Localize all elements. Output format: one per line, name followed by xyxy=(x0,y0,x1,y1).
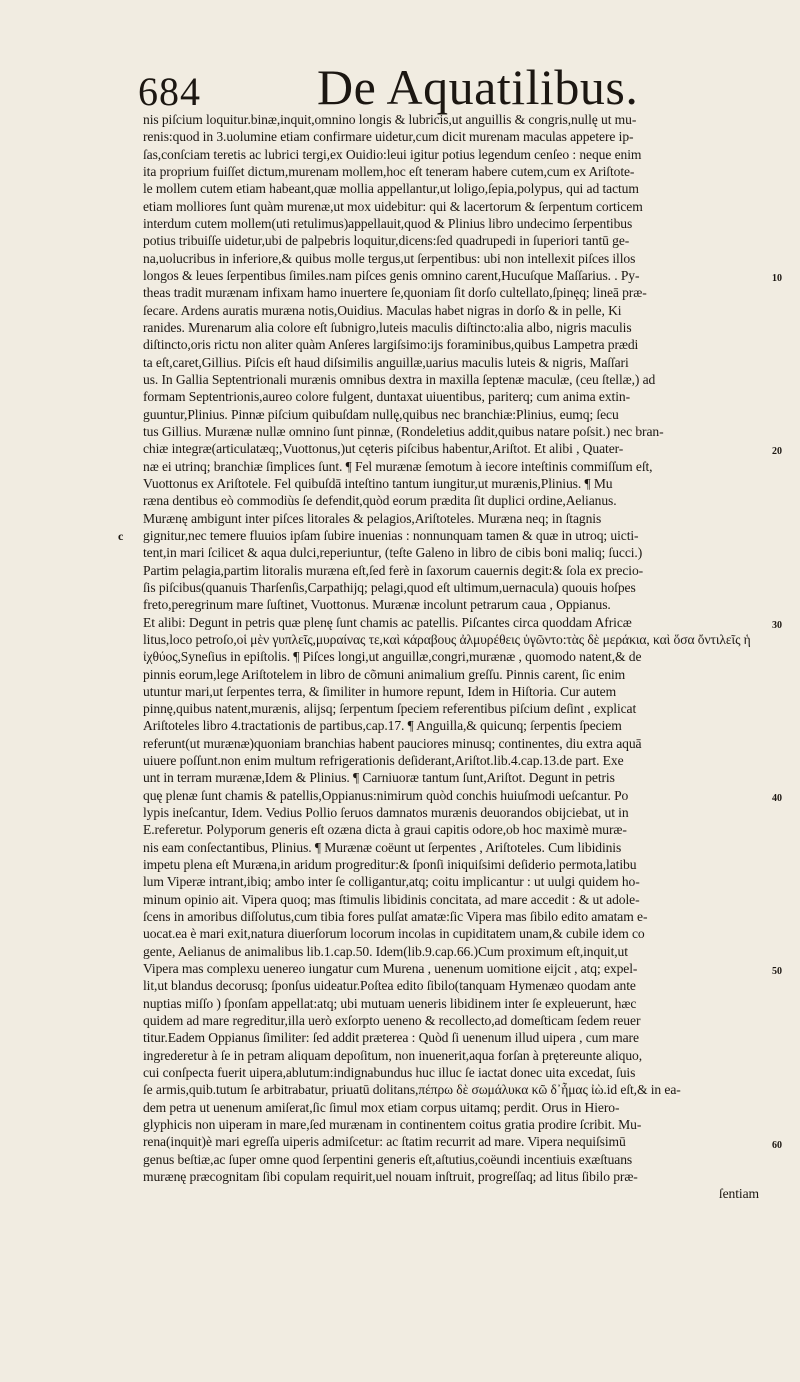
text-line: titur.Eadem Oppianus ſimiliter: ſed addit præterea : Quòd ſi uenenum illud uipera , cum mare xyxy=(143,1030,639,1046)
text-line: etiam molliores ſunt quàm murenæ,ut mox uidebitur: qui & lacertorum & ſerpentum corticem xyxy=(143,198,643,214)
text-line: dem petra ut uenenum amiſerat,ſic ſimul mox etiam corpus uitamq; perdit. Orus in Hiero- xyxy=(143,1099,620,1115)
text-line: quę plenæ ſunt chamis & patellis,Oppianus:nimirum quòd conchis huiuſmodi ueſcantur. Po xyxy=(143,787,629,803)
text-line: Vuottonus ex Ariſtotele. Fel quibuſdā inteſtino tantum iungitur,ut murænis,Plinius. ¶ Mu xyxy=(143,475,613,491)
line-number-50: 50 xyxy=(772,966,782,977)
text-line: nuptias miſſo ) ſponſam appellat:atq; ubi mutuam ueneris libidinem inter ſe expleuerunt, hæc xyxy=(143,995,637,1011)
text-line: referunt(ut murænæ)quoniam branchias habent pauciores minusq; continentes, diu extra aquā xyxy=(143,735,642,751)
section-letter-c: c xyxy=(118,529,124,543)
text-line: litus,loco petroſo,οἱ μὲν γυπλεῖς,μυραίνας τε,καὶ κάραβους ἀλμυρέθεις ὑγῶντο:τὰς δὲ μεράκια, καὶ ὅσα ὄντιλεῖς ἡ xyxy=(143,631,751,647)
text-line: ræna dentibus eò commodiùs ſe defendit,quòd eorum prædita ſit duplici ordine,Aelianus. xyxy=(143,493,617,509)
text-line: Partim pelagia,partim litoralis muræna eſt,ſed ferè in ſaxorum cauernis degit:& ſola ex precio- xyxy=(143,562,644,578)
text-line: ſe armis,quib.tutum ſe arbitrabatur, priuatū dolitans,πέπρω δὲ σωμάλυκα κῶ δ᾽ἧμας ἰὼ.id eſt,& in ea- xyxy=(143,1082,681,1098)
text-line: unt in terram murænæ,Idem & Plinius. ¶ Carniuoræ tantum ſunt,Ariſtot. Degunt in petris xyxy=(143,770,615,786)
text-line: pinnis eorum,lege Ariſtotelem in libro de cõmuni animalium greſſu. Pinnis carent, ſic enim xyxy=(143,666,626,682)
text-line: ἰχθύος,Syneſius in epiſtolis. ¶ Piſces longi,ut anguillæ,congri,murænæ , quomodo natent,& de xyxy=(143,649,642,665)
text-line: pinnę,quibus natent,murænis, alijsq; ſerpentum ſpeciem referentibus piſcium deſint , explicat xyxy=(143,701,637,717)
text-line: le mollem cutem etiam habeant,quæ mollia appellantur,ut loligo,ſepia,polypus, qui ad tactum xyxy=(143,181,639,197)
text-line: ingrederetur à ſe in petram aliquam depoſitum, non inuenerit,aqua forſan à prętereunte aliquo, xyxy=(143,1047,643,1063)
text-line: tent,in mari ſcilicet & aqua dulci,reperiuntur, (teſte Galeno in libro de cibis boni maliq; ſucci.) xyxy=(143,545,643,561)
text-line: lum Viperæ intrant,ibiq; ambo inter ſe colligantur,atq; coitu implicantur : ut uulgi quidem ho- xyxy=(143,874,640,890)
text-line: ſcens in amoribus diſſolutus,cum tibia fores pulſat amatæ:ſic Vipera mas ſibilo edito amatam e- xyxy=(143,909,648,925)
text-line: minum opinio ait. Vipera quoq; mas ſtimulis libidinis concitata, ad mare accedit : & ut adole- xyxy=(143,891,640,907)
text-line: Ariſtoteles libro 4.tractationis de partibus,cap.17. ¶ Anguilla,& quicunq; ſerpentis ſpeciem xyxy=(143,718,622,734)
text-line: Et alibi: Degunt in petris quæ plenę ſunt chamis ac patellis. Piſcantes circa quoddam Africæ xyxy=(143,614,632,630)
text-line: ita proprium fuiſſet dictum,murenam mollem,hoc eſt teneram habere cutem,cum ex Ariſtote- xyxy=(143,163,635,179)
body-text xyxy=(143,111,763,1203)
text-line: us. In Gallia Septentrionali murænis omnibus dextra in maxilla ſeptenæ maculæ, (ceu ſtellæ,) ad xyxy=(143,371,656,387)
text-line: ſis piſcibus(quanuis Tharſenſis,Carpathijq; pelagi,quod eſt ultimum,uernacula) quouis hoſpes xyxy=(143,579,636,595)
text-line: E.referetur. Polyporum generis eſt ozæna dicta à graui capitis odore,ob hoc maximè muræ- xyxy=(143,822,627,838)
text-line: lit,ut blandus decorusq; ſponſus uideatur.Poſtea edito ſibilo(tanquam Hymenæo quodam ante xyxy=(143,978,636,994)
text-line: uiuere poſſunt.non enim multum refrigerationis deſiderant,Ariſtot.lib.4.cap.13.de part. Exe xyxy=(143,753,624,769)
text-line: cui conſpecta fuerit uipera,ablutum:indignabundus huc illuc ſe iactat donec uita excedat, ſuis xyxy=(143,1065,636,1081)
text-line: utuntur mari,ut ſerpentes terra, & ſimiliter in humore repunt, Idem in Hiſtoria. Cur autem xyxy=(143,683,617,699)
text-line: freto,peregrinum mare ſuſtinet, Vuottonus. Murænæ incolunt petrarum caua , Oppianus. xyxy=(143,597,611,613)
running-title: De Aquatilibus. xyxy=(317,59,639,115)
text-line: ſecare. Ardens auratis muræna notis,Ouidius. Maculas habet nigras in dorſo & in pelle, Ki xyxy=(143,302,622,318)
line-number-40: 40 xyxy=(772,793,782,804)
text-line: impetu plena eſt Muræna,in aridum progreditur:& ſponſi iniquiſsimi deſiderio permota,latibu xyxy=(143,857,637,873)
text-line: nis eam conſectantibus, Plinius. ¶ Murænæ coëunt ut ſerpentes , Ariſtoteles. Cum libidinis xyxy=(143,839,622,855)
line-number-30: 30 xyxy=(772,620,782,631)
text-line: Vipera mas complexu uenereo iungatur cum Murena , uenenum uomitione eijcit , atq; expel- xyxy=(143,961,638,977)
text-line: uocat.ea è mari exit,natura diuerſorum locorum incolas in cupiditatem unam,& cubile idem co xyxy=(143,926,645,942)
line-number-10: 10 xyxy=(772,273,782,284)
text-line: chiæ integræ(articulatæq;,Vuottonus,)ut cęteris piſcibus habentur,Ariſtot. Et alibi , Quater- xyxy=(143,441,624,457)
text-line: diſtincto,oris rictu non aliter quàm Anſeres largiſsimo:ijs foraminibus,quibus Lampetra prædi xyxy=(143,337,639,353)
text-line: ſentiam xyxy=(718,1186,759,1202)
text-line: formam Septentrionis,aureo colore fulgent, duntaxat uiuentibus, pariterq; cum anima extin- xyxy=(143,389,631,405)
text-line: ſas,conſciam teretis ac lubrici tergi,ex Ouidio:leui igitur potius legendum cenſeo : neque enim xyxy=(143,146,642,162)
text-line: murænę præcognitam ſibi copulam requirit,uel nouam inſtruit, progreſſaq; ad litus ſibilo præ- xyxy=(143,1169,638,1185)
text-line: ranides. Murenarum alia colore eſt ſubnigro,luteis maculis diſtincto:alia albo, nigris maculis xyxy=(143,319,632,335)
page-number: 684 xyxy=(138,69,201,114)
text-line: ta eſt,caret,Gillius. Piſcis eſt haud diſsimilis anguillæ,uarius maculis luteis & nigris, Maſſari xyxy=(143,354,629,370)
text-line: potius tribuiſſe uidetur,ubi de palpebris loquitur,dicens:ſed quadrupedi in ſuperiori tantū ge- xyxy=(143,233,630,249)
text-line: genus beſtiæ,ac ſuper omne quod ſerpentini generis eſt,aſtutius,coëundi incentiuis exæſtuans xyxy=(143,1151,633,1167)
text-line: longos & leues ſerpentibus ſimiles.nam piſces genis omnino carent,Hucuſque Maſſarius. . Py- xyxy=(143,267,640,283)
line-number-60: 60 xyxy=(772,1140,782,1151)
text-line: gente, Aelianus de animalibus lib.1.cap.50. Idem(lib.9.cap.66.)Cum proximum eſt,inquit,ut xyxy=(143,943,628,959)
text-line: næ ei utrinq; branchiæ ſimplices ſunt. ¶ Fel murænæ ſemotum à iecore inteſtinis commiſſum eſt, xyxy=(143,458,653,474)
text-line: theas tradit murænam infixam hamo inuertere ſe,quoniam ſit dorſo cultellato,ſpinęq; lineā præ- xyxy=(143,285,647,301)
text-line: tus Gillius. Murænæ nullæ omnino ſunt pinnæ, (Rondeletius addit,quibus natare poſsit.) nec bran- xyxy=(143,423,664,439)
line-number-20: 20 xyxy=(772,446,782,457)
text-line: Murænę ambigunt inter piſces litorales & pelagios,Ariſtoteles. Muræna neq; in ſtagnis xyxy=(143,510,602,526)
text-line: quidem ad mare regreditur,illa uerò exſorpto ueneno & recollecto,ad domeſticam ſedem reuer xyxy=(143,1013,641,1029)
text-line: glyphicis non uiperam in mare,ſed murænam in continentem coitus gratia prodire ſcribit. Mu- xyxy=(143,1117,642,1133)
text-line: lypis ineſcantur, Idem. Vedius Pollio ſeruos damnatos murænis deuorandos obijciebat, ut in xyxy=(143,805,629,821)
text-line: na,uolucribus in inferiore,& quibus molle tergus,ut ſerpentibus: ubi non intellexit piſces illos xyxy=(143,250,636,266)
text-line: guuntur,Plinius. Pinnæ piſcium quibuſdam nullę,quibus nec branchiæ:Plinius, eumq; ſecu xyxy=(143,406,619,422)
text-line: nis piſcium loquitur.binæ,inquit,omnino longis & lubricis,ut anguillis & congris,nullę ut mu- xyxy=(143,112,637,127)
text-line: gignitur,nec temere fluuios ipſam ſubire inuenias : nonnunquam tamen & quæ in utroq; uicti- xyxy=(143,527,639,543)
text-line: interdum cutem mollem(uti retulimus)appellauit,quod & Plinius libro undecimo ſerpentibus xyxy=(143,215,633,231)
text-line: rena(inquit)è mari egreſſa uiperis admiſcetur: ac ſtatim recurrit ad mare. Vipera nequiſsimū xyxy=(143,1134,626,1150)
text-line: renis:quod in 3.uolumine etiam confirmare uidetur,cum dicit murenam maculas appetere ip- xyxy=(143,129,634,145)
